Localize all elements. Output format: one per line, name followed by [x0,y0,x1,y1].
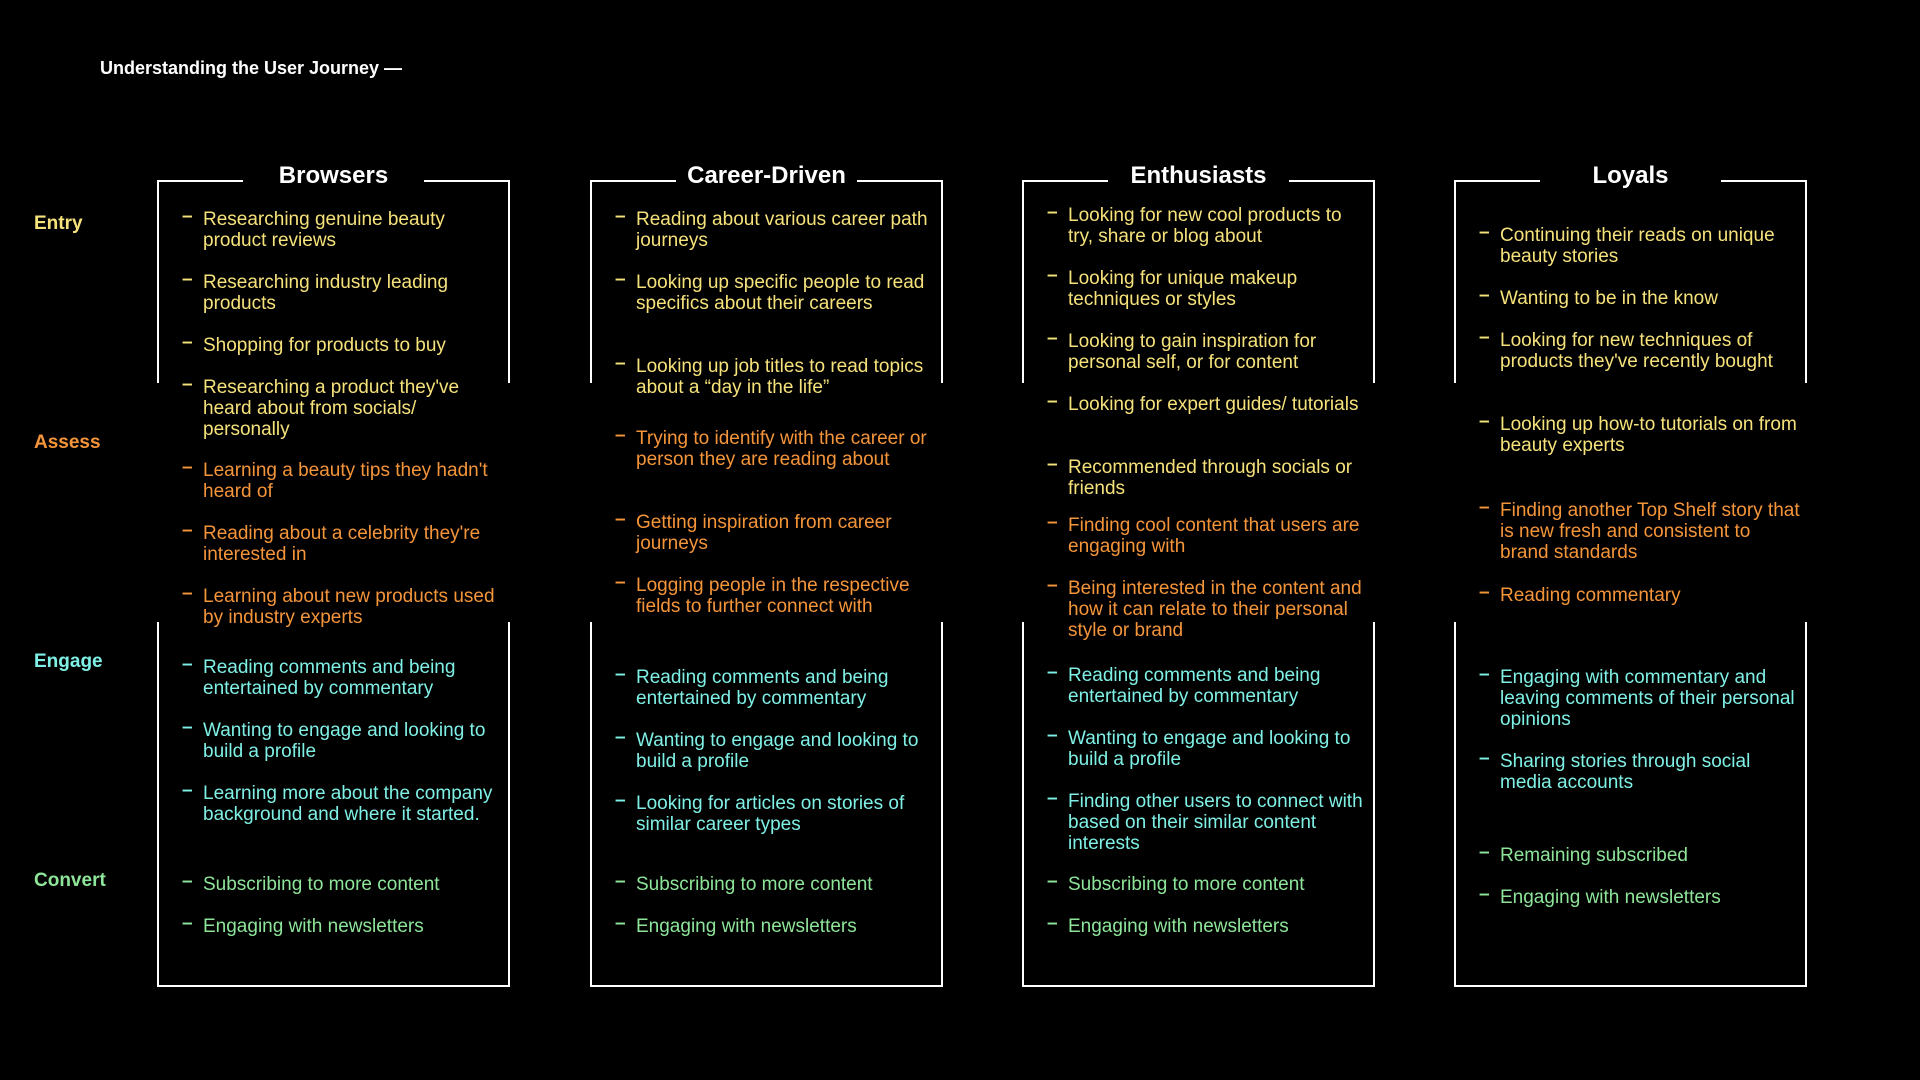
journey-item-engage [182,654,503,699]
journey-item-text: Wanting to engage and looking to build a profile [1068,728,1351,770]
bullet-dash-icon: – [615,206,626,227]
bullet-dash-icon: – [615,871,626,892]
persona-column-enthusiasts [1022,162,1375,987]
journey-item-engage [182,717,503,762]
bullet-dash-icon: – [1479,664,1490,685]
bullet-dash-icon: – [182,520,193,541]
journey-item-entry [1047,265,1368,310]
bullet-dash-icon: – [182,717,193,738]
journey-item-text: Subscribing to more content [1068,874,1305,895]
bullet-dash-icon: – [182,654,193,675]
journey-item-engage [1479,748,1800,793]
journey-item-convert [1047,871,1368,895]
bullet-dash-icon: – [1479,748,1490,769]
bullet-dash-icon: – [182,780,193,801]
journey-item-engage [1047,662,1368,707]
journey-item-convert [1047,913,1368,937]
bullet-dash-icon: – [182,871,193,892]
journey-item-convert [1479,842,1800,866]
journey-item-text: Trying to identify with the career or person they are reading about [636,428,927,470]
bullet-dash-icon: – [1047,575,1058,596]
journey-item-engage [1479,664,1800,730]
journey-item-text: Recommended through socials or friends [1068,457,1353,499]
journey-item-text: Engaging with newsletters [203,916,424,937]
journey-item-entry [1047,391,1368,415]
journey-item-text: Looking for unique makeup techniques or styles [1068,268,1298,310]
journey-item-text: Reading about various career path journeys [636,209,928,251]
stage-label-entry: Entry [34,213,83,234]
bullet-dash-icon: – [1047,512,1058,533]
bullet-dash-icon: – [1047,871,1058,892]
bullet-dash-icon: – [1047,391,1058,412]
bullet-dash-icon: – [1479,327,1490,348]
persona-column-career-driven [590,162,943,987]
journey-item-text: Getting inspiration from career journeys [636,512,892,554]
bullet-dash-icon: – [1047,725,1058,746]
journey-item-text: Finding other users to connect with based on their similar content interests [1068,791,1363,854]
journey-item-entry [1479,327,1800,372]
journey-item-convert [1479,884,1800,908]
journey-item-text: Researching a product they've heard about from socials/ personally [203,377,460,440]
bullet-dash-icon: – [182,332,193,353]
journey-item-text: Reading commentary [1500,585,1681,606]
journey-item-assess [1479,582,1800,606]
bullet-dash-icon: – [1047,265,1058,286]
journey-item-text: Continuing their reads on unique beauty stories [1500,225,1775,267]
journey-item-convert [182,913,503,937]
journey-item-convert [615,871,936,895]
journey-item-entry [615,269,936,314]
journey-item-text: Wanting to engage and looking to build a profile [636,730,919,772]
journey-item-text: Learning a beauty tips they hadn't heard of [203,460,488,502]
journey-item-text: Reading comments and being entertained by commentary [203,657,456,699]
journey-item-entry [1479,411,1800,456]
bullet-dash-icon: – [1047,202,1058,223]
journey-item-entry [615,206,936,251]
bullet-dash-icon: – [182,269,193,290]
journey-item-engage [615,790,936,835]
bullet-dash-icon: – [615,353,626,374]
bullet-dash-icon: – [1047,454,1058,475]
bullet-dash-icon: – [615,572,626,593]
bullet-dash-icon: – [615,509,626,530]
bullet-dash-icon: – [1479,497,1490,518]
journey-item-entry [182,206,503,251]
journey-item-text: Engaging with commentary and leaving comments of their personal opinions [1500,667,1795,730]
journey-item-assess [1047,512,1368,557]
journey-item-engage [1047,725,1368,770]
bullet-dash-icon: – [615,727,626,748]
journey-item-engage [615,727,936,772]
journey-item-convert [615,913,936,937]
journey-item-assess [182,457,503,502]
journey-item-text: Shopping for products to buy [203,335,446,356]
journey-item-text: Looking for new cool products to try, share or blog about [1068,205,1342,247]
journey-item-assess [1047,575,1368,641]
journey-item-text: Reading about a celebrity they're interested in [203,523,481,565]
journey-item-text: Wanting to be in the know [1500,288,1718,309]
journey-item-entry [1479,222,1800,267]
persona-title: Loyals [1592,162,1669,189]
journey-item-text: Logging people in the respective fields to further connect with [636,575,910,617]
bullet-dash-icon: – [1479,222,1490,243]
journey-item-engage [615,664,936,709]
journey-item-text: Looking up specific people to read specifics about their careers [636,272,925,314]
bullet-dash-icon: – [182,206,193,227]
journey-item-text: Learning more about the company background and where it started. [203,783,493,825]
journey-item-text: Looking to gain inspiration for personal self, or for content [1068,331,1317,373]
stage-label-convert: Convert [34,870,106,891]
journey-item-text: Wanting to engage and looking to build a profile [203,720,486,762]
bullet-dash-icon: – [1047,328,1058,349]
journey-item-text: Researching genuine beauty product reviews [203,209,445,251]
journey-item-convert [182,871,503,895]
stage-label-engage: Engage [34,651,103,672]
persona-title: Enthusiasts [1130,162,1267,189]
persona-title: Browsers [278,162,389,189]
journey-item-entry [182,269,503,314]
bullet-dash-icon: – [182,583,193,604]
bullet-dash-icon: – [615,790,626,811]
bullet-dash-icon: – [615,425,626,446]
bullet-dash-icon: – [1047,662,1058,683]
journey-item-entry [1047,328,1368,373]
journey-item-entry [1047,454,1368,499]
journey-item-entry [182,374,503,440]
journey-item-text: Looking for articles on stories of similar career types [636,793,905,835]
journey-item-assess [615,425,936,470]
persona-column-loyals [1454,162,1807,987]
journey-item-entry [182,332,503,356]
bullet-dash-icon: – [615,269,626,290]
bullet-dash-icon: – [1479,582,1490,603]
bullet-dash-icon: – [182,374,193,395]
journey-item-engage [182,780,503,825]
journey-item-text: Looking for expert guides/ tutorials [1068,394,1359,415]
journey-item-text: Remaining subscribed [1500,845,1688,866]
journey-item-text: Reading comments and being entertained by commentary [1068,665,1321,707]
journey-item-entry [1047,202,1368,247]
journey-item-assess [182,520,503,565]
journey-item-text: Subscribing to more content [636,874,873,895]
bullet-dash-icon: – [182,913,193,934]
journey-item-text: Engaging with newsletters [636,916,857,937]
bullet-dash-icon: – [615,913,626,934]
bullet-dash-icon: – [182,457,193,478]
journey-item-entry [615,353,936,398]
bullet-dash-icon: – [1479,411,1490,432]
bullet-dash-icon: – [1047,913,1058,934]
journey-item-engage [1047,788,1368,854]
journey-item-text: Being interested in the content and how it can relate to their personal style or brand [1068,578,1362,641]
journey-item-text: Learning about new products used by industry experts [203,586,495,628]
persona-title: Career-Driven [687,162,846,189]
journey-item-assess [1479,497,1800,563]
journey-item-text: Engaging with newsletters [1500,887,1721,908]
page-title: Understanding the User Journey — [100,58,403,78]
journey-item-text: Subscribing to more content [203,874,440,895]
journey-item-text: Looking up how-to tutorials on from beauty experts [1500,414,1797,456]
journey-item-text: Looking for new techniques of products they've recently bought [1500,330,1773,372]
journey-item-text: Engaging with newsletters [1068,916,1289,937]
journey-item-assess [182,583,503,628]
bullet-dash-icon: – [1479,884,1490,905]
journey-item-entry [1479,285,1800,309]
journey-item-text: Sharing stories through social media accounts [1500,751,1751,793]
persona-column-browsers [157,162,510,987]
journey-item-text: Finding cool content that users are engaging with [1068,515,1360,557]
bullet-dash-icon: – [1479,842,1490,863]
bullet-dash-icon: – [1479,285,1490,306]
journey-item-text: Finding another Top Shelf story that is new fresh and consistent to brand standards [1500,500,1800,563]
journey-item-text: Looking up job titles to read topics about a “day in the life” [636,356,924,398]
journey-item-text: Reading comments and being entertained by commentary [636,667,889,709]
bullet-dash-icon: – [1047,788,1058,809]
bullet-dash-icon: – [615,664,626,685]
journey-item-assess [615,509,936,554]
stage-label-assess: Assess [34,432,101,453]
journey-item-text: Researching industry leading products [203,272,449,314]
journey-item-assess [615,572,936,617]
